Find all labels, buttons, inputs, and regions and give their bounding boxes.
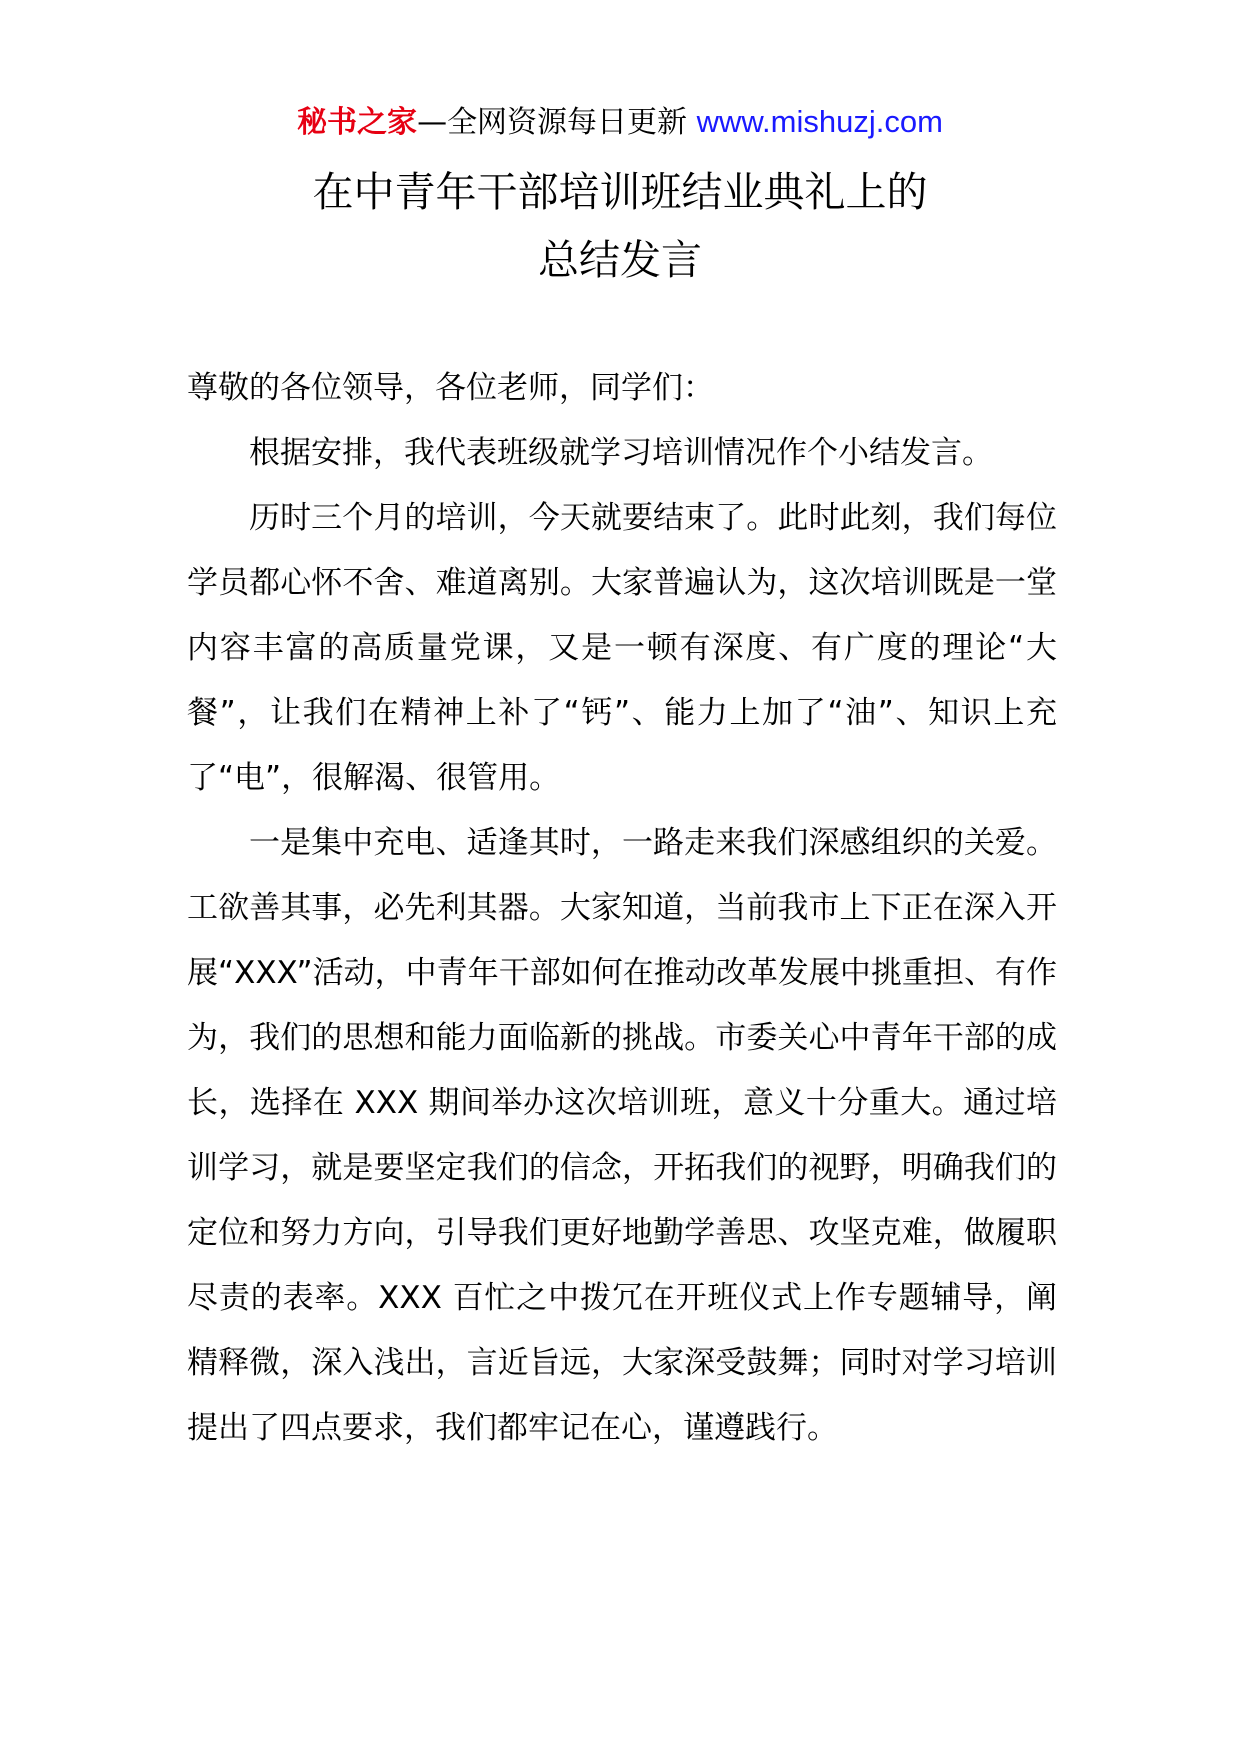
document-title-line-2: 总结发言 [538, 236, 702, 284]
paragraph: 根据安排，我代表班级就学习培训情况作个小结发言。 [249, 435, 993, 471]
brand-name: 秘书之家 [297, 105, 418, 140]
document-title-line-1: 在中青年干部培训班结业典礼上的 [312, 168, 928, 216]
site-tagline: —全网资源每日更新 [417, 105, 697, 140]
site-header [0, 100, 1240, 145]
paragraph: 一是集中充电、适逢其时，一路走来我们深感组织的关爱。工欲善其事，必先利其器。大家知道，当前我市上下正在深入开展“XXX”活动，中青年干部如何在推动改革发展中挑重担、有作为，我们的思想和能力面临新的挑战。市委关心中青年干部的成长，选择在 XXX 期间举办这次培训班，意义十分重大。通过培训学习，就是要坚定我们的信念，开拓我们的视野，明确我们的定位和努力方向，引导我们更好地勤学善思、攻坚克难，做履职尽责的表率。XXX 百忙之中拨冗在开班仪式上作专题辅导，阐精释微，深入浅出，言近旨远，大家深受鼓舞；同时对学习培训提出了四点要求，我们都牢记在心，谨遵践行。 [187, 825, 1057, 1446]
site-url-link[interactable]: www.mishuzj.com [696, 104, 943, 139]
salutation: 尊敬的各位领导，各位老师，同学们： [187, 370, 714, 406]
paragraph: 历时三个月的培训，今天就要结束了。此时此刻，我们每位学员都心怀不舍、难道离别。大家普遍认为，这次培训既是一堂内容丰富的高质量党课，又是一顿有深度、有广度的理论“大餐”，让我们在精神上补了“钙”、能力上加了“油”、知识上充了“电”，很解渴、很管用。 [187, 500, 1057, 796]
document-body [187, 356, 1057, 1461]
